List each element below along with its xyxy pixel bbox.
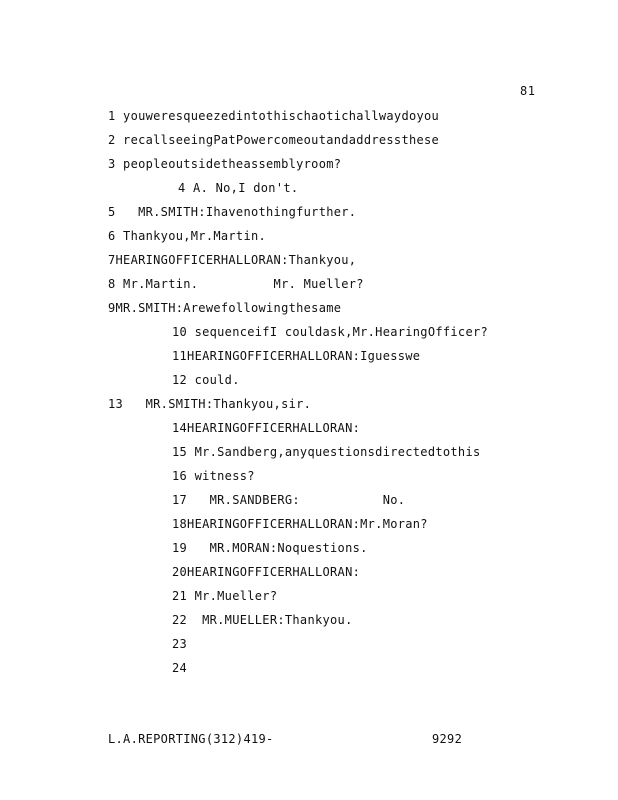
- transcript-line: 4 A. No,I don't.: [178, 181, 299, 195]
- reporter-footer: L.A.REPORTING(312)419-: [108, 732, 274, 746]
- transcript-line: 7HEARINGOFFICERHALLORAN:Thankyou,: [108, 253, 357, 267]
- page-number: 81: [520, 84, 536, 98]
- transcript-line: 24: [172, 661, 188, 675]
- transcript-line: 6 Thankyou,Mr.Martin.: [108, 229, 267, 243]
- transcript-line: 11HEARINGOFFICERHALLORAN:Iguesswe: [172, 349, 421, 363]
- transcript-line: 10 sequenceifI couldask,Mr.HearingOfficer?: [172, 325, 489, 339]
- transcript-line: 16 witness?: [172, 469, 255, 483]
- transcript-line: 13 MR.SMITH:Thankyou,sir.: [108, 397, 312, 411]
- transcript-line: 18HEARINGOFFICERHALLORAN:Mr.Moran?: [172, 517, 428, 531]
- transcript-line: 3 peopleoutsidetheassemblyroom?: [108, 157, 342, 171]
- transcript-line: 23: [172, 637, 188, 651]
- transcript-line: 21 Mr.Mueller?: [172, 589, 278, 603]
- transcript-line: 20HEARINGOFFICERHALLORAN:: [172, 565, 361, 579]
- transcript-line: 1 youweresqueezedintothischaotichallwaydoyou: [108, 109, 440, 123]
- transcript-line: 2 recallseeingPatPowercomeoutandaddressthese: [108, 133, 440, 147]
- transcript-line: 8 Mr.Martin. Mr. Mueller?: [108, 277, 364, 291]
- transcript-line: 17 MR.SANDBERG: No.: [172, 493, 406, 507]
- transcript-line: 15 Mr.Sandberg,anyquestionsdirectedtothis: [172, 445, 481, 459]
- transcript-line: 19 MR.MORAN:Noquestions.: [172, 541, 368, 555]
- transcript-line: 14HEARINGOFFICERHALLORAN:: [172, 421, 361, 435]
- transcript-line: 5 MR.SMITH:Ihavenothingfurther.: [108, 205, 357, 219]
- phone-suffix: 9292: [432, 732, 463, 746]
- transcript-line: 22 MR.MUELLER:Thankyou.: [172, 613, 353, 627]
- transcript-line: 9MR.SMITH:Arewefollowingthesame: [108, 301, 342, 315]
- transcript-line: 12 could.: [172, 373, 240, 387]
